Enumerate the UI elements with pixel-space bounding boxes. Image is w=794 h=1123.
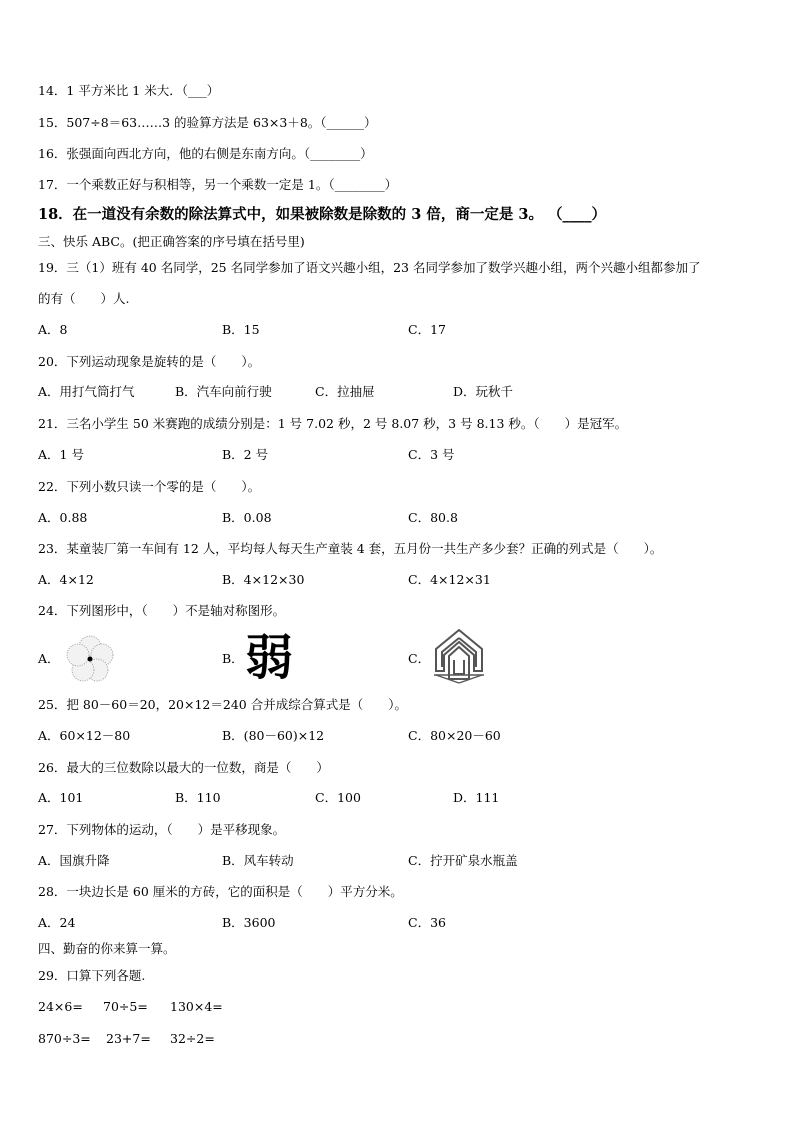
option-22-b: B．0.08 xyxy=(222,510,272,525)
question-19-line2: 的有（ ）人. xyxy=(38,291,130,306)
question-19-line1: 19．三（1）班有 40 名同学，25 名同学参加了语文兴趣小组，23 名同学参加了数学兴趣小组，两个兴趣小组都参加了 xyxy=(38,260,701,275)
hanzi-figure: 弱 xyxy=(245,630,294,686)
option-24-c-label: C． xyxy=(408,651,431,666)
calc-item: 130×4= xyxy=(170,999,223,1014)
option-27-b: B．风车转动 xyxy=(222,853,294,868)
calc-item: 70÷5= xyxy=(103,999,148,1014)
option-22-a: A．0.88 xyxy=(38,510,88,525)
option-21-c: C．3 号 xyxy=(408,447,455,462)
option-27-c: C．拧开矿泉水瓶盖 xyxy=(408,853,518,868)
flower-center-dot xyxy=(88,657,93,662)
option-23-c: C．4×12×31 xyxy=(408,572,491,587)
flower-figure xyxy=(62,634,118,684)
question-23: 23．某童装厂第一车间有 12 人，平均每人每天生产童装 4 套，五月份一共生产多少套？正确的列式是（ ）。 xyxy=(38,541,663,556)
option-25-b: B．(80－60)×12 xyxy=(222,728,325,743)
question-18: 18．在一道没有余数的除法算式中，如果被除数是除数的 3 倍，商一定是 3。 （____） xyxy=(38,206,607,223)
option-20-a: A．用打气筒打气 xyxy=(38,384,135,399)
option-26-a: A．101 xyxy=(38,790,84,805)
question-29: 29．口算下列各题. xyxy=(38,968,146,983)
question-14: 14．1 平方米比 1 米大．（___） xyxy=(38,83,220,98)
question-22: 22．下列小数只读一个零的是（ ）。 xyxy=(38,479,261,494)
option-19-a: A．8 xyxy=(38,322,68,337)
option-24-b-label: B． xyxy=(222,651,244,666)
question-28: 28．一块边长是 60 厘米的方砖，它的面积是（ ）平方分米。 xyxy=(38,884,403,899)
option-20-b: B．汽车向前行驶 xyxy=(175,384,272,399)
option-19-b: B．15 xyxy=(222,322,260,337)
option-26-d: D．111 xyxy=(453,790,500,805)
option-28-a: A．24 xyxy=(38,915,76,930)
question-20: 20．下列运动现象是旋转的是（ ）。 xyxy=(38,354,261,369)
option-28-b: B．3600 xyxy=(222,915,276,930)
calc-item: 23+7= xyxy=(106,1031,151,1046)
calc-item: 24×6= xyxy=(38,999,83,1014)
question-25: 25．把 80－60＝20，20×12＝240 合并成综合算式是（ ）。 xyxy=(38,697,407,712)
option-26-b: B．110 xyxy=(175,790,221,805)
option-19-c: C．17 xyxy=(408,322,446,337)
option-20-d: D．玩秋千 xyxy=(453,384,514,399)
option-20-c: C．拉抽屉 xyxy=(315,384,375,399)
option-24-a-label: A． xyxy=(38,651,60,666)
question-15: 15．507÷8＝63……3 的验算方法是 63×3＋8。（______） xyxy=(38,115,377,130)
option-28-c: C．36 xyxy=(408,915,446,930)
calc-item: 32÷2= xyxy=(170,1031,215,1046)
option-23-a: A．4×12 xyxy=(38,572,94,587)
question-27: 27．下列物体的运动，（ ）是平移现象。 xyxy=(38,822,286,837)
option-21-b: B．2 号 xyxy=(222,447,269,462)
question-26: 26．最大的三位数除以最大的一位数，商是（ ） xyxy=(38,760,329,775)
question-21: 21．三名小学生 50 米赛跑的成绩分别是：1 号 7.02 秒，2 号 8.07 秒，3 号 8.13 秒。（ ）是冠军。 xyxy=(38,416,628,431)
option-25-c: C．80×20－60 xyxy=(408,728,501,743)
question-17: 17．一个乘数正好与积相等，另一个乘数一定是 1。（________） xyxy=(38,177,398,192)
question-16: 16．张强面向西北方向，他的右侧是东南方向。（________） xyxy=(38,146,373,161)
option-22-c: C．80.8 xyxy=(408,510,458,525)
option-23-b: B．4×12×30 xyxy=(222,572,305,587)
question-24: 24．下列图形中，（ ）不是轴对称图形。 xyxy=(38,603,286,618)
section-3-heading: 三、快乐 ABC。(把正确答案的序号填在括号里) xyxy=(38,234,305,249)
option-25-a: A．60×12－80 xyxy=(38,728,131,743)
option-27-a: A．国旗升降 xyxy=(38,853,110,868)
section-4-heading: 四、勤奋的你来算一算。 xyxy=(38,941,176,956)
option-21-a: A．1 号 xyxy=(38,447,84,462)
geometric-logo-figure xyxy=(430,627,488,687)
option-26-c: C．100 xyxy=(315,790,361,805)
calc-item: 870÷3= xyxy=(38,1031,91,1046)
